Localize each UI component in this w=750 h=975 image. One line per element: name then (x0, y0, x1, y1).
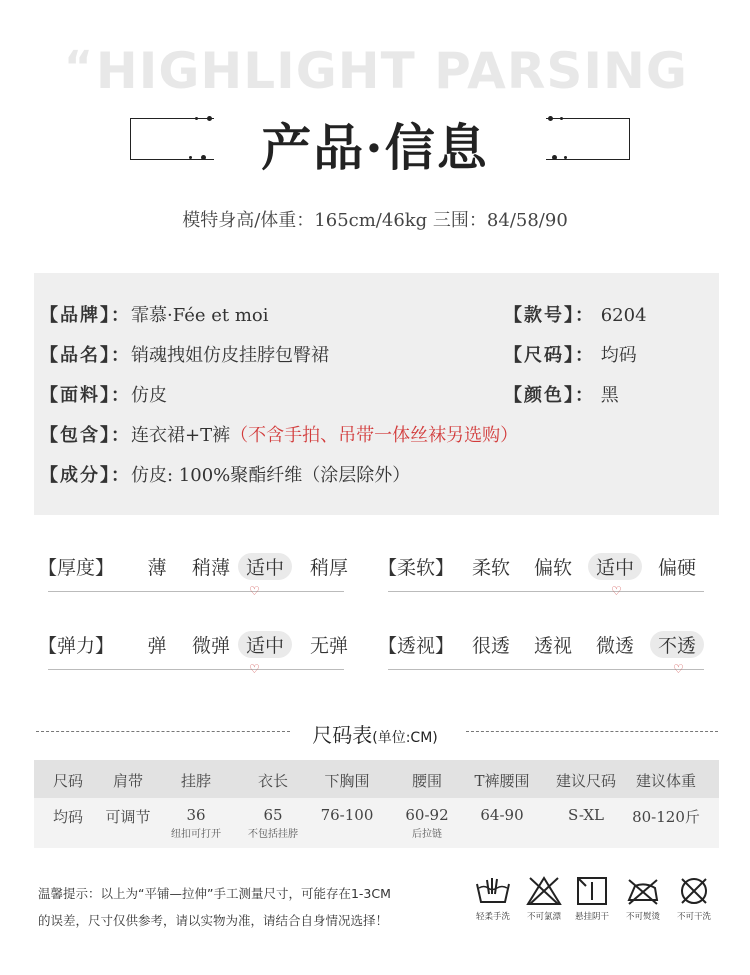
scale-line (48, 591, 344, 592)
cell-value: 36 (186, 806, 206, 824)
color-row (504, 381, 619, 407)
no-iron-icon (625, 876, 661, 906)
scale-line (388, 669, 704, 670)
cell-note: 后拉链 (412, 829, 442, 840)
style-row (504, 301, 647, 327)
name-value: 销魂拽姐仿皮挂脖包臀裙 (131, 345, 329, 366)
color-label: 【颜色】： (504, 385, 595, 406)
color-value: 黑 (600, 385, 619, 406)
cell-value: 64-90 (480, 806, 524, 824)
care-label: 不可干洗 (676, 912, 711, 922)
includes-label: 【包含】： (40, 425, 131, 446)
name-label: 【品名】： (40, 345, 131, 366)
care-label: 悬挂阴干 (574, 912, 609, 922)
care-no-dry-clean (669, 876, 719, 922)
header-length: 衣长 (257, 772, 288, 790)
cell-underbust (307, 806, 387, 824)
attr-option: 偏软 (534, 557, 573, 579)
composition-label: 【成分】： (40, 465, 131, 486)
attr-option: 弹 (147, 635, 167, 657)
size-row (504, 341, 637, 367)
attr-label: 【弹力】 (38, 635, 115, 657)
fabric-value: 仿皮 (131, 385, 167, 406)
title-bracket-left (130, 118, 214, 160)
brand-row (40, 301, 269, 327)
heart-icon: ♡ (673, 662, 684, 676)
care-label: 轻柔手洗 (475, 912, 510, 922)
attr-elasticity (38, 631, 356, 658)
cell-value: 76-100 (320, 806, 374, 824)
style-value: 6204 (600, 305, 647, 326)
tip-line-1: 温馨提示：以上为“平铺—拉伸”手工测量尺寸，可能存在1-3CM (38, 886, 391, 901)
care-no-iron (618, 876, 668, 922)
cell-waist (387, 806, 467, 840)
size-value: 均码 (600, 345, 637, 366)
attr-option: 无弹 (310, 635, 349, 657)
header-tpants-waist: T裤腰围 (474, 772, 530, 790)
header-rec-weight: 建议体重 (635, 772, 696, 790)
attr-option: 稍厚 (310, 557, 349, 579)
scale-line (388, 591, 704, 592)
attr-transparency (378, 631, 704, 658)
brand-value: 霏慕·Fée et moi (131, 305, 269, 326)
attr-label: 【柔软】 (378, 557, 455, 579)
attr-option-selected: 不透 (650, 631, 704, 658)
cell-value: S-XL (568, 806, 604, 824)
page-title: 产品·信息 (261, 118, 489, 177)
care-label: 不可氯漂 (526, 912, 561, 922)
attr-label: 【厚度】 (38, 557, 115, 579)
attr-option-selected: 适中 (238, 553, 292, 580)
fabric-label: 【面料】： (40, 385, 131, 406)
attr-thickness (38, 553, 356, 580)
attr-option: 微透 (596, 635, 635, 657)
composition-value: 仿皮: 100%聚酯纤维（涂层除外） (131, 465, 411, 486)
brand-label: 【品牌】： (40, 305, 131, 326)
care-no-bleach (519, 876, 569, 922)
care-label: 不可熨烫 (625, 912, 660, 922)
watermark-heading (64, 42, 704, 100)
includes-row (40, 421, 518, 447)
attr-option: 柔软 (472, 557, 511, 579)
cell-value: 65 (263, 806, 283, 824)
cell-note: 纽扣可打开 (171, 829, 221, 840)
cell-note: 不包括挂脖 (248, 829, 298, 840)
hand-wash-icon (475, 876, 511, 906)
watermark-text: HIGHLIGHT PARSING (95, 42, 688, 100)
attr-option: 微弹 (192, 635, 231, 657)
size-table-unit: (单位:CM) (372, 730, 438, 746)
cell-rec-weight (626, 806, 706, 827)
line-dry-shade-icon (574, 876, 610, 906)
fabric-row (40, 381, 167, 407)
cell-value: 均码 (52, 808, 83, 826)
attr-option: 薄 (147, 557, 167, 579)
attr-option: 稍薄 (192, 557, 231, 579)
style-label: 【款号】： (504, 305, 595, 326)
heart-icon: ♡ (611, 584, 622, 598)
care-line-dry-shade (567, 876, 617, 922)
includes-note: （不含手拍、吊带一体丝袜另选购） (230, 425, 519, 446)
product-info-panel (34, 273, 719, 515)
tip-line-2: 的误差，尺寸仅供参考，请以实物为准，请结合自身情况选择！ (38, 913, 389, 928)
size-table-title-text: 尺码表 (312, 723, 373, 747)
no-dry-clean-icon (676, 876, 712, 906)
size-label: 【尺码】： (504, 345, 595, 366)
watermark-quote: “ (64, 42, 94, 93)
header-size: 尺码 (52, 772, 83, 790)
header-underbust: 下胸围 (324, 772, 370, 790)
attr-option: 偏硬 (658, 557, 697, 579)
cell-value: 80-120斤 (632, 808, 700, 826)
attr-option-selected: 适中 (238, 631, 292, 658)
model-measurements: 模特身高/体重：165cm/46kg 三围：84/58/90 (182, 210, 568, 231)
attr-label: 【透视】 (378, 635, 455, 657)
attr-option: 透视 (534, 635, 573, 657)
size-table-title (0, 719, 750, 748)
cell-rec-size (546, 806, 626, 824)
care-hand-wash (468, 876, 518, 922)
cell-value: 可调节 (105, 808, 151, 826)
cell-value: 60-92 (405, 806, 449, 824)
includes-value: 连衣裙+T裤 (131, 425, 231, 446)
composition-row (40, 461, 410, 487)
no-bleach-icon (526, 876, 562, 906)
header-halter: 挂脖 (180, 772, 211, 790)
heart-icon: ♡ (249, 662, 260, 676)
header-rec-size: 建议尺码 (555, 772, 616, 790)
header-strap: 肩带 (112, 772, 143, 790)
attr-softness (378, 553, 704, 580)
title-bracket-right (546, 118, 630, 160)
scale-line (48, 669, 344, 670)
attr-option-selected: 适中 (588, 553, 642, 580)
cell-length (233, 806, 313, 840)
header-waist: 腰围 (411, 772, 442, 790)
heart-icon: ♡ (249, 584, 260, 598)
cell-tpants-waist (462, 806, 542, 824)
name-row (40, 341, 329, 367)
cell-halter (156, 806, 236, 840)
attr-option: 很透 (472, 635, 511, 657)
